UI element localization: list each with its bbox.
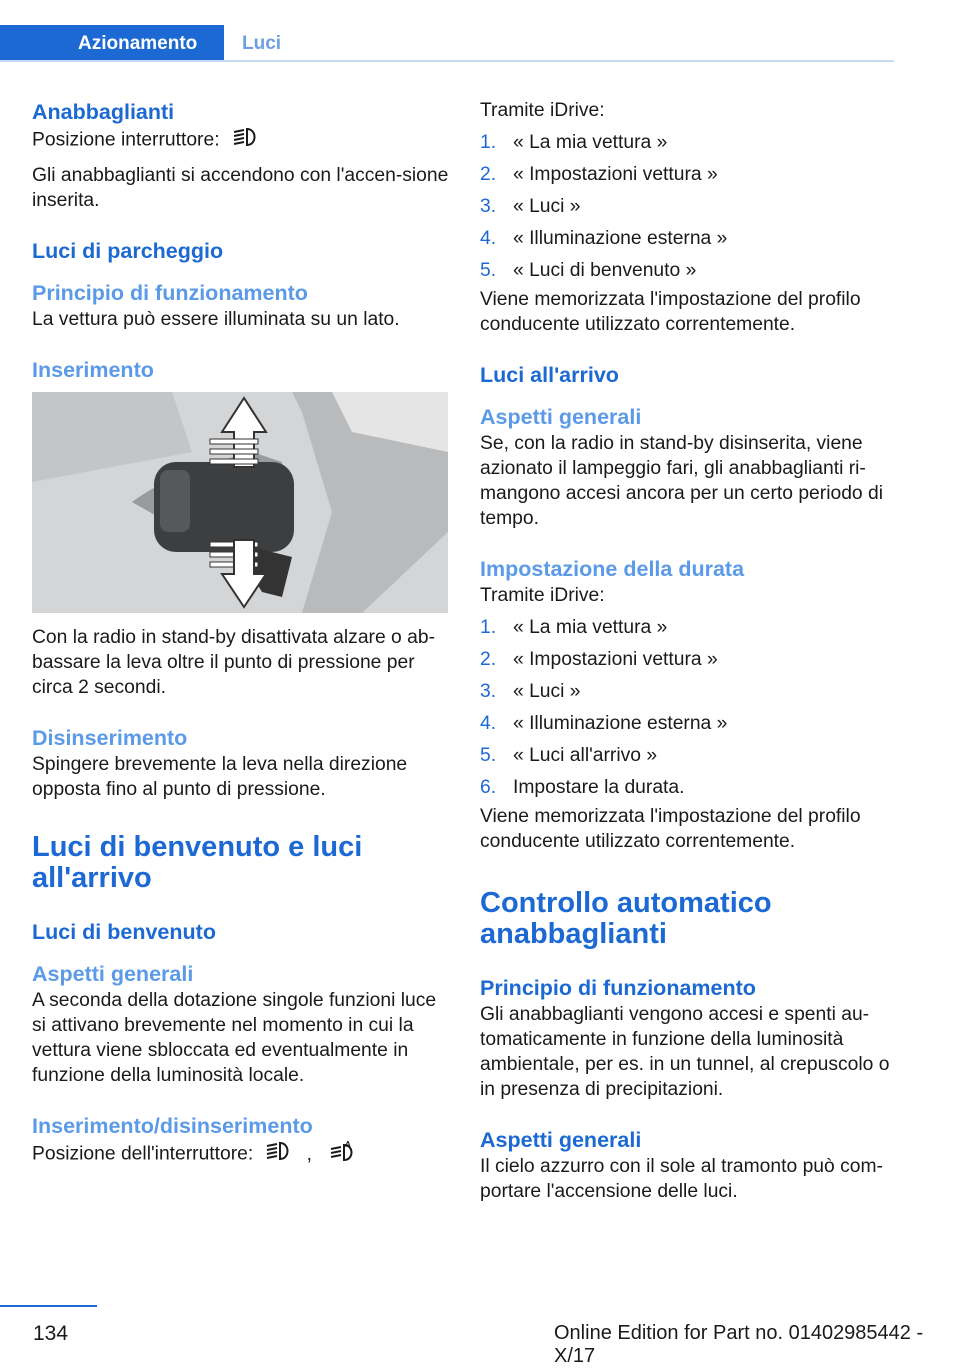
principle-text: La vettura può essere illuminata su un lato.: [32, 309, 400, 330]
switch-position-label: Posizione interruttore:: [32, 129, 220, 151]
list-item: 1. « La mia vettura »: [480, 617, 668, 638]
header-tabs: [0, 25, 281, 62]
steps-list-1: [480, 127, 898, 287]
section-title-auto-principle: Principio di funzionamento: [480, 976, 756, 1000]
right-column: [480, 98, 898, 1204]
switch-position2-line: [32, 1140, 450, 1169]
switch-position2-label: Posizione dell'interruttore:: [32, 1143, 254, 1165]
on-text: Con la radio in stand-by disattivata alzare o ab-bassare la leva oltre il punto di pressione per circa 2 secondi.: [32, 627, 435, 698]
memo-text-1: Viene memorizzata l'impostazione del profilo conducente utilizzato correntemente.: [480, 289, 861, 335]
list-item: 3. « Luci »: [480, 681, 581, 702]
list-item: 6. Impostare la durata.: [480, 777, 685, 798]
section-title-anabbaglianti: Anabbaglianti: [32, 100, 175, 124]
list-item: 4. « Illuminazione esterna »: [480, 713, 728, 734]
subtitle-on: Inserimento: [32, 358, 154, 382]
header-divider: [0, 60, 894, 62]
subtitle-general: Aspetti generali: [32, 962, 194, 986]
subtitle-duration: Impostazione della durata: [480, 557, 745, 581]
main-title-welcome: Luci di benvenuto e luci all'arrivo: [32, 831, 363, 894]
idrive-label-2: Tramite iDrive:: [480, 585, 605, 606]
footer-divider: [0, 1305, 97, 1307]
section-title-welcome: Luci di benvenuto: [32, 920, 216, 944]
main-title-auto: Controllo automatico anabbaglianti: [480, 887, 772, 950]
list-item: 2. « Impostazioni vettura »: [480, 649, 718, 670]
low-beam-icon: [230, 126, 260, 155]
tab-luci[interactable]: Luci: [242, 33, 282, 54]
lever-illustration: [32, 392, 448, 613]
switch-position-line: [32, 126, 450, 155]
svg-text:A: A: [345, 1140, 352, 1149]
auto-principle-text: Gli anabbaglianti vengono accesi e spenti au-tomaticamente in funzione della luminosità ambientale, per es. in un tunnel, al crepuscolo o in presenza di precipitazioni.: [480, 1004, 890, 1100]
left-column: [32, 98, 450, 1169]
anabbaglianti-text: Gli anabbaglianti si accendono con l'accen-sione inserita.: [32, 165, 449, 211]
subtitle-general-right: Aspetti generali: [480, 405, 642, 429]
steps-list-2: [480, 612, 898, 804]
list-item: 5. « Luci all'arrivo »: [480, 745, 658, 766]
subtitle-principle: Principio di funzionamento: [32, 281, 308, 305]
section-title-auto-general: Aspetti generali: [480, 1128, 642, 1152]
low-beam-icon: [263, 1140, 293, 1169]
list-item: 4. « Illuminazione esterna »: [480, 228, 728, 249]
subtitle-onoff: Inserimento/disinserimento: [32, 1114, 313, 1138]
tab-azionamento[interactable]: Azionamento: [0, 25, 224, 62]
comma-separator: ,: [306, 1143, 312, 1165]
auto-general-text: Il cielo azzurro con il sole al tramonto può com-portare l'accensione delle luci.: [480, 1156, 883, 1202]
subtitle-off: Disinserimento: [32, 726, 188, 750]
list-item: 3. « Luci »: [480, 196, 581, 217]
list-item: 1. « La mia vettura »: [480, 132, 668, 153]
edition-note: Online Edition for Part no. 01402985442 - X/17: [554, 1322, 924, 1367]
page-number: 134: [33, 1322, 69, 1345]
general-text-right: Se, con la radio in stand-by disinserita, viene azionato il lampeggio fari, gli anabbaglianti ri-mangono accesi ancora per un certo periodo di tempo.: [480, 433, 884, 529]
section-title-arrival: Luci all'arrivo: [480, 363, 619, 387]
idrive-label-1: Tramite iDrive:: [480, 100, 605, 121]
memo-text-2: Viene memorizzata l'impostazione del profilo conducente utilizzato correntemente.: [480, 806, 861, 852]
general-text: A seconda della dotazione singole funzioni luce si attivano brevemente nel momento in cui la vettura viene sbloccata ed eventualmente in funzione della luminosità locale.: [32, 990, 437, 1086]
list-item: 5. « Luci di benvenuto »: [480, 260, 697, 281]
list-item: 2. « Impostazioni vettura »: [480, 164, 718, 185]
section-title-parking: Luci di parcheggio: [32, 239, 224, 263]
off-text: Spingere brevemente la leva nella direzione opposta fino al punto di pressione.: [32, 754, 408, 800]
auto-headlight-icon: [327, 1140, 357, 1169]
